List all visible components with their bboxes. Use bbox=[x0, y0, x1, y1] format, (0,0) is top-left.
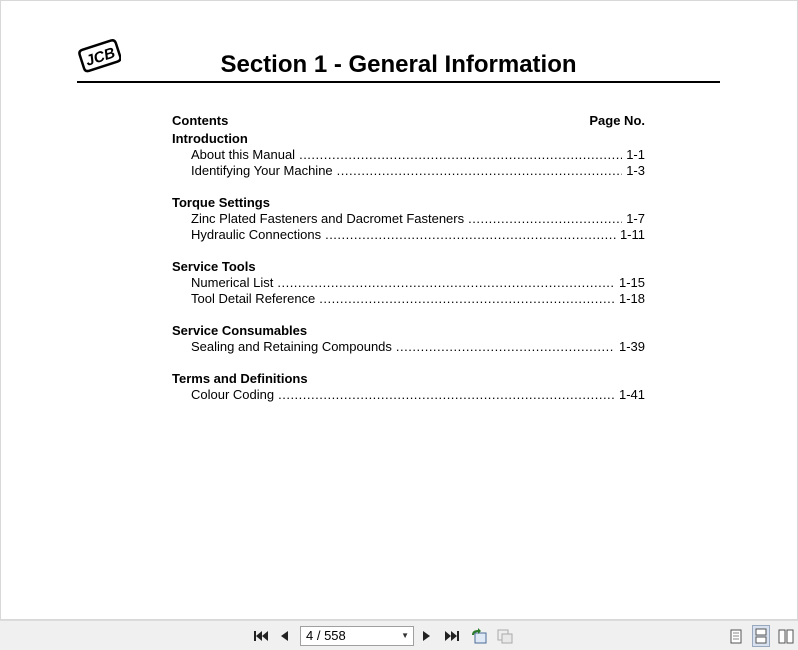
contents-label: Contents bbox=[172, 113, 229, 128]
chevron-down-icon[interactable]: ▼ bbox=[401, 631, 409, 640]
fit-page-icon[interactable] bbox=[496, 628, 514, 644]
section-title: Service Tools bbox=[172, 259, 256, 274]
title-rule bbox=[77, 81, 720, 83]
section-title: Service Consumables bbox=[172, 323, 308, 338]
dot-leader bbox=[396, 339, 615, 355]
entry-label: Identifying Your Machine bbox=[191, 163, 333, 178]
page-no-label: Page No. bbox=[589, 113, 645, 128]
entry-label: Hydraulic Connections bbox=[191, 227, 322, 242]
entry-page: 1-11 bbox=[619, 227, 645, 242]
previous-page-icon[interactable] bbox=[278, 628, 290, 644]
entry-label: Zinc Plated Fasteners and Dacromet Fasteners bbox=[191, 211, 465, 226]
entry-label: Numerical List bbox=[191, 275, 274, 290]
dot-leader bbox=[319, 291, 615, 307]
rotate-icon[interactable] bbox=[470, 628, 488, 644]
entry-page: 1-39 bbox=[618, 339, 645, 354]
page-title: Section 1 - General Information bbox=[220, 51, 577, 78]
dot-leader bbox=[277, 275, 615, 291]
dot-leader bbox=[325, 227, 616, 243]
entry-page: 1-1 bbox=[626, 147, 645, 162]
first-page-icon[interactable] bbox=[253, 628, 269, 644]
page-number-field[interactable] bbox=[300, 626, 414, 646]
toc-section-service-tools bbox=[172, 259, 645, 307]
two-page-view-icon[interactable] bbox=[778, 628, 794, 644]
toc-section-terms-definitions bbox=[172, 371, 645, 403]
entry-page: 1-41 bbox=[618, 387, 645, 402]
toc-entry[interactable] bbox=[172, 211, 645, 227]
toc-entry[interactable] bbox=[172, 275, 645, 291]
section-title: Torque Settings bbox=[172, 195, 270, 210]
entry-label: Tool Detail Reference bbox=[191, 291, 316, 306]
dot-leader bbox=[468, 211, 622, 227]
toc-section-introduction bbox=[172, 131, 645, 179]
toc-entry[interactable] bbox=[172, 227, 645, 243]
entry-label: Colour Coding bbox=[191, 387, 275, 402]
toc-header bbox=[172, 113, 645, 131]
viewer-toolbar bbox=[0, 620, 798, 650]
toc-entry[interactable] bbox=[172, 339, 645, 355]
entry-page: 1-3 bbox=[626, 163, 645, 178]
continuous-view-icon[interactable] bbox=[752, 625, 770, 647]
svg-text:JCB: JCB bbox=[83, 44, 118, 70]
entry-page: 1-7 bbox=[626, 211, 645, 226]
toc-entry[interactable] bbox=[172, 147, 645, 163]
section-title: Terms and Definitions bbox=[172, 371, 308, 386]
toc-section-torque-settings bbox=[172, 195, 645, 243]
section-title: Introduction bbox=[172, 131, 248, 146]
toc-entry[interactable] bbox=[172, 387, 645, 403]
page-indicator: 4 / 558 bbox=[306, 628, 346, 643]
dot-leader bbox=[278, 387, 615, 403]
dot-leader bbox=[299, 147, 622, 163]
last-page-icon[interactable] bbox=[444, 628, 460, 644]
entry-page: 1-18 bbox=[618, 291, 645, 306]
next-page-icon[interactable] bbox=[421, 628, 433, 644]
entry-label: Sealing and Retaining Compounds bbox=[191, 339, 392, 354]
toc-entry[interactable] bbox=[172, 163, 645, 179]
entry-label: About this Manual bbox=[191, 147, 296, 162]
table-of-contents bbox=[172, 113, 645, 403]
dot-leader bbox=[337, 163, 623, 179]
toc-section-service-consumables bbox=[172, 323, 645, 355]
entry-page: 1-15 bbox=[618, 275, 645, 290]
toc-entry[interactable] bbox=[172, 291, 645, 307]
single-page-view-icon[interactable] bbox=[729, 628, 743, 644]
